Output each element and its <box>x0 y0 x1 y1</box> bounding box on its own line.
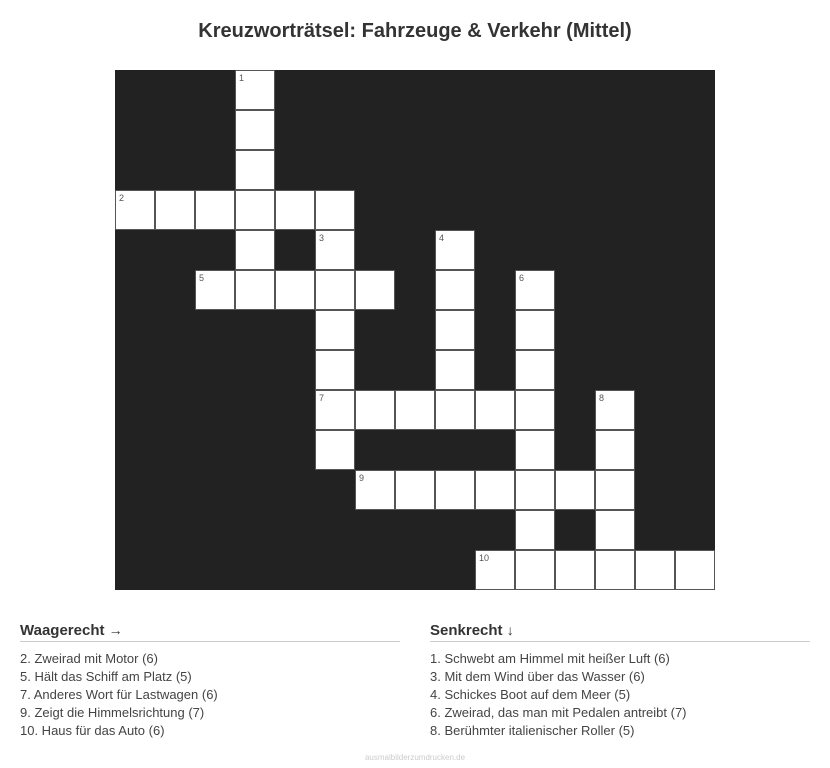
crossword-cell[interactable] <box>595 390 635 430</box>
crossword-cell[interactable] <box>395 390 435 430</box>
crossword-cell[interactable] <box>475 390 515 430</box>
clue-number: 9 <box>359 473 365 483</box>
crossword-cell[interactable] <box>315 430 355 470</box>
crossword-grid <box>115 70 715 590</box>
clue-number: 1 <box>239 73 245 83</box>
crossword-cell[interactable] <box>275 190 315 230</box>
crossword-cell[interactable] <box>675 550 715 590</box>
crossword-cell[interactable] <box>515 390 555 430</box>
crossword-cell[interactable] <box>515 430 555 470</box>
clue-number: 10 <box>479 553 490 563</box>
crossword-cell[interactable] <box>315 390 355 430</box>
down-heading-label: Senkrecht <box>430 622 503 639</box>
down-arrow-icon: ↓ <box>506 622 514 638</box>
down-clue-list <box>430 650 810 740</box>
across-clues <box>20 622 400 740</box>
across-clue: 9. Zeigt die Himmelsrichtung (7) <box>20 705 205 720</box>
crossword-cell[interactable] <box>315 310 355 350</box>
crossword-cell[interactable] <box>235 150 275 190</box>
clue-number: 8 <box>599 393 605 403</box>
across-heading-label: Waagerecht <box>20 622 105 639</box>
crossword-cell[interactable] <box>635 550 675 590</box>
across-heading <box>20 622 400 642</box>
clue-number: 6 <box>519 273 525 283</box>
clue-number: 4 <box>439 233 445 243</box>
crossword-cell[interactable] <box>555 470 595 510</box>
crossword-cell[interactable] <box>595 550 635 590</box>
crossword-cell[interactable] <box>595 510 635 550</box>
crossword-cell[interactable] <box>275 270 315 310</box>
crossword-cell[interactable] <box>435 310 475 350</box>
crossword-cell[interactable] <box>315 190 355 230</box>
crossword-cell[interactable] <box>315 270 355 310</box>
crossword-cell[interactable] <box>235 190 275 230</box>
crossword-cell[interactable] <box>315 230 355 270</box>
crossword-cell[interactable] <box>435 270 475 310</box>
across-clue-list <box>20 650 400 740</box>
down-clue: 8. Berühmter italienischer Roller (5) <box>430 723 635 738</box>
footer-credit: ausmalbilderzumdrucken.de <box>364 753 466 762</box>
down-heading <box>430 622 810 642</box>
across-clue: 5. Hält das Schiff am Platz (5) <box>20 669 192 684</box>
crossword-cell[interactable] <box>515 350 555 390</box>
down-clue: 4. Schickes Boot auf dem Meer (5) <box>430 687 631 702</box>
crossword-cell[interactable] <box>475 470 515 510</box>
crossword-cell[interactable] <box>435 350 475 390</box>
crossword-cell[interactable] <box>355 390 395 430</box>
down-clue: 6. Zweirad, das man mit Pedalen antreibt (7) <box>430 705 687 720</box>
crossword-cell[interactable] <box>395 470 435 510</box>
crossword-cell[interactable] <box>235 270 275 310</box>
puzzle-title: Kreuzworträtsel: Fahrzeuge & Verkehr (Mittel) <box>198 20 632 42</box>
crossword-cell[interactable] <box>555 550 595 590</box>
clue-number: 3 <box>319 233 325 243</box>
crossword-cell[interactable] <box>515 310 555 350</box>
crossword-cell[interactable] <box>435 230 475 270</box>
crossword-cell[interactable] <box>195 190 235 230</box>
crossword-cell[interactable] <box>115 190 155 230</box>
crossword-cell[interactable] <box>195 270 235 310</box>
down-clue: 3. Mit dem Wind über das Wasser (6) <box>430 669 645 684</box>
crossword-cell[interactable] <box>475 550 515 590</box>
crossword-cell[interactable] <box>435 390 475 430</box>
down-clue: 1. Schwebt am Himmel mit heißer Luft (6) <box>430 651 670 666</box>
down-clues <box>430 622 810 740</box>
right-arrow-icon: → <box>108 622 123 638</box>
crossword-cell[interactable] <box>595 470 635 510</box>
crossword-cell[interactable] <box>355 470 395 510</box>
crossword-cell[interactable] <box>515 270 555 310</box>
across-clue: 10. Haus für das Auto (6) <box>20 723 165 738</box>
crossword-cell[interactable] <box>235 230 275 270</box>
crossword-cell[interactable] <box>515 550 555 590</box>
crossword-cell[interactable] <box>515 510 555 550</box>
crossword-cell[interactable] <box>315 350 355 390</box>
crossword-cell[interactable] <box>235 110 275 150</box>
clue-number: 5 <box>199 273 205 283</box>
clue-number: 2 <box>119 193 125 203</box>
crossword-cell[interactable] <box>155 190 195 230</box>
clue-number: 7 <box>319 393 325 403</box>
crossword-cell[interactable] <box>435 470 475 510</box>
across-clue: 2. Zweirad mit Motor (6) <box>20 651 158 666</box>
crossword-cell[interactable] <box>515 470 555 510</box>
across-clue: 7. Anderes Wort für Lastwagen (6) <box>20 687 218 702</box>
crossword-cell[interactable] <box>595 430 635 470</box>
crossword-cell[interactable] <box>235 70 275 110</box>
crossword-cell[interactable] <box>355 270 395 310</box>
